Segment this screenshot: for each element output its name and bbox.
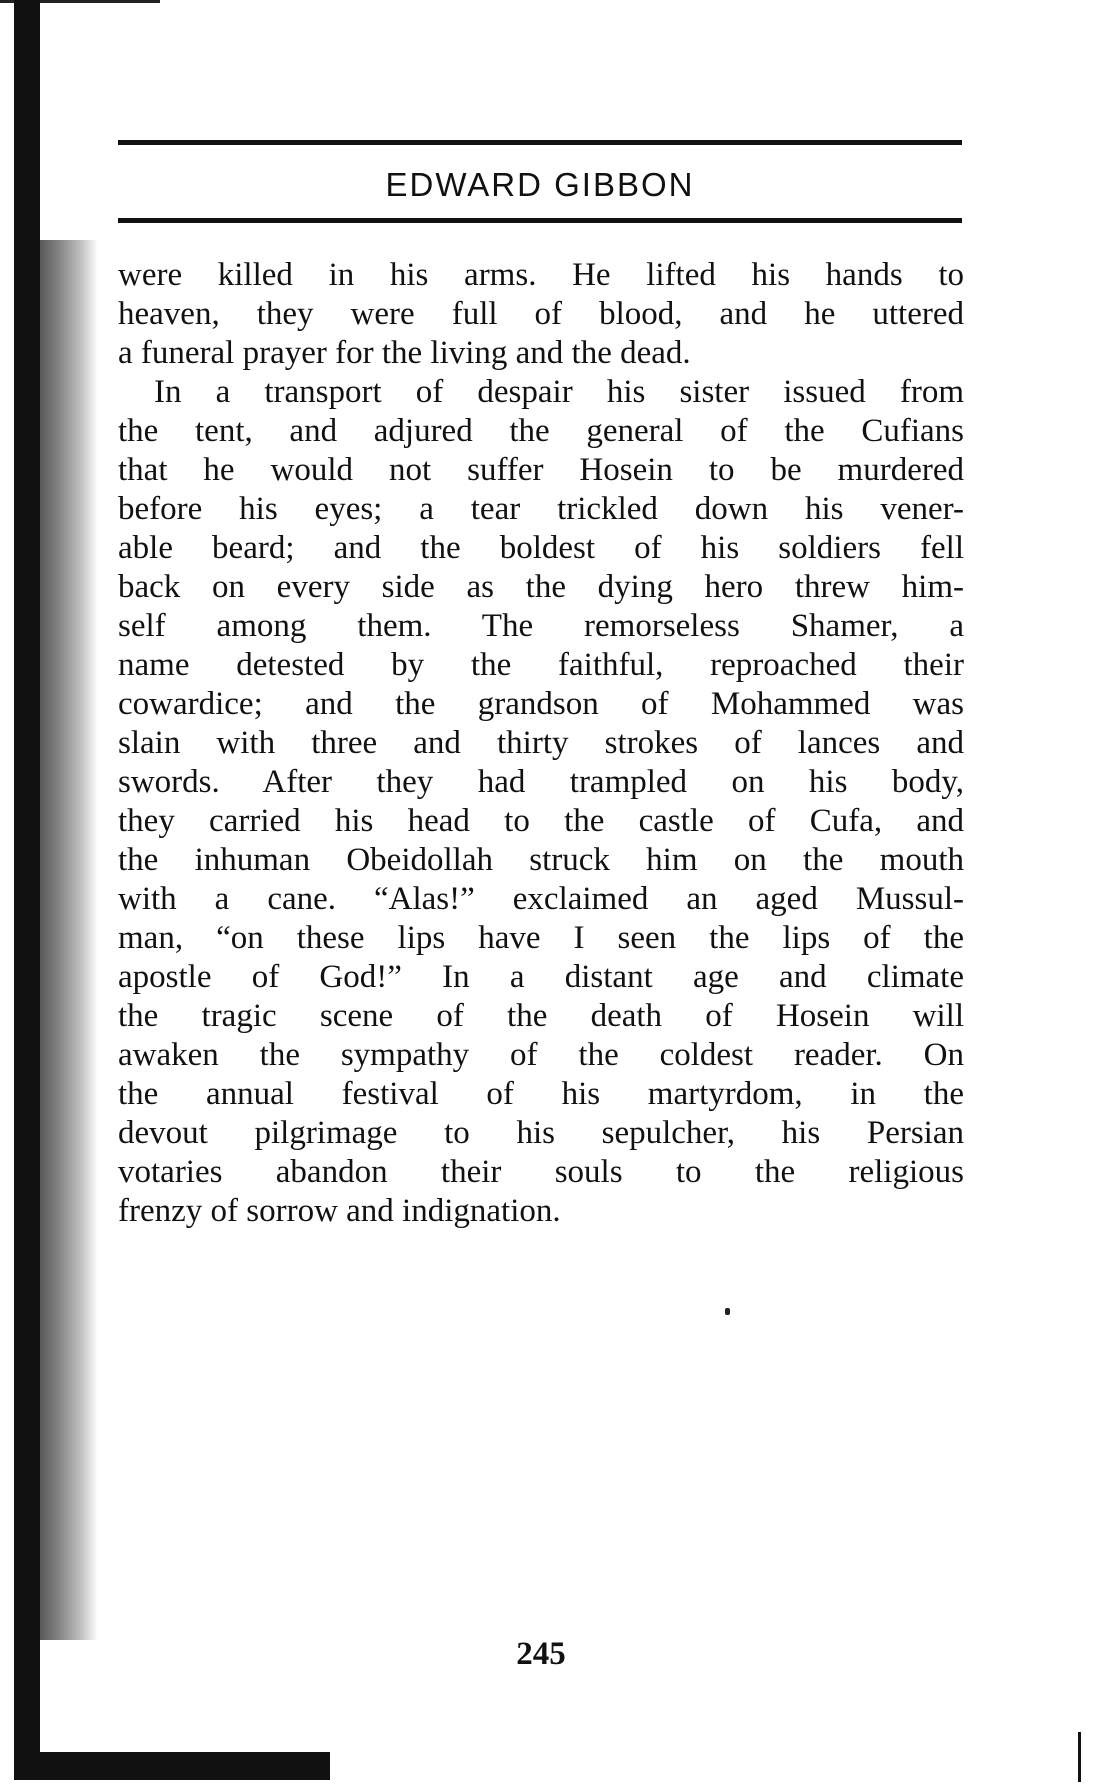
text-line: back on every side as the dying hero threw him- <box>118 569 964 605</box>
text-line: devout pilgrimage to his sepulcher, his Persian <box>118 1115 964 1151</box>
print-speck <box>725 1308 730 1315</box>
text-line: apostle of God!” In a distant age and climate <box>118 959 964 995</box>
text-line: the tragic scene of the death of Hosein will <box>118 998 964 1034</box>
text-line: a funeral prayer for the living and the dead. <box>118 335 691 371</box>
text-line: before his eyes; a tear trickled down his vener- <box>118 491 964 527</box>
text-line: the inhuman Obeidollah struck him on the mouth <box>118 842 964 878</box>
binding-foot <box>14 1752 330 1780</box>
text-line: votaries abandon their souls to the religious <box>118 1154 964 1190</box>
header-rule-bottom <box>118 218 962 223</box>
text-line: awaken the sympathy of the coldest reader. On <box>118 1037 964 1073</box>
running-head: EDWARD GIBBON <box>385 166 695 203</box>
text-line: In a transport of despair his sister issued from <box>154 374 964 410</box>
body-text <box>118 256 964 1231</box>
text-line: able beard; and the boldest of his soldiers fell <box>118 530 964 566</box>
page-number: 245 <box>516 1636 566 1672</box>
header-rule-top <box>118 140 962 145</box>
binding-shadow <box>40 240 98 1640</box>
text-line: frenzy of sorrow and indignation. <box>118 1193 561 1229</box>
text-line: were killed in his arms. He lifted his hands to <box>118 257 964 293</box>
text-line: man, “on these lips have I seen the lips of the <box>118 920 964 956</box>
text-line: with a cane. “Alas!” exclaimed an aged Mussul- <box>118 881 964 917</box>
text-line: they carried his head to the castle of Cufa, and <box>118 803 964 839</box>
scan-edge-mark <box>1078 1732 1081 1782</box>
text-line: self among them. The remorseless Shamer, a <box>118 608 964 644</box>
text-line: slain with three and thirty strokes of lances and <box>118 725 964 761</box>
text-line: that he would not suffer Hosein to be murdered <box>118 452 964 488</box>
text-line: the annual festival of his martyrdom, in the <box>118 1076 964 1112</box>
book-binding-edge <box>14 0 40 1760</box>
text-line: heaven, they were full of blood, and he uttered <box>118 296 964 332</box>
text-line: the tent, and adjured the general of the Cufians <box>118 413 964 449</box>
text-line: name detested by the faithful, reproached their <box>118 647 964 683</box>
text-line: cowardice; and the grandson of Mohammed was <box>118 686 964 722</box>
text-line: swords. After they had trampled on his body, <box>118 764 964 800</box>
